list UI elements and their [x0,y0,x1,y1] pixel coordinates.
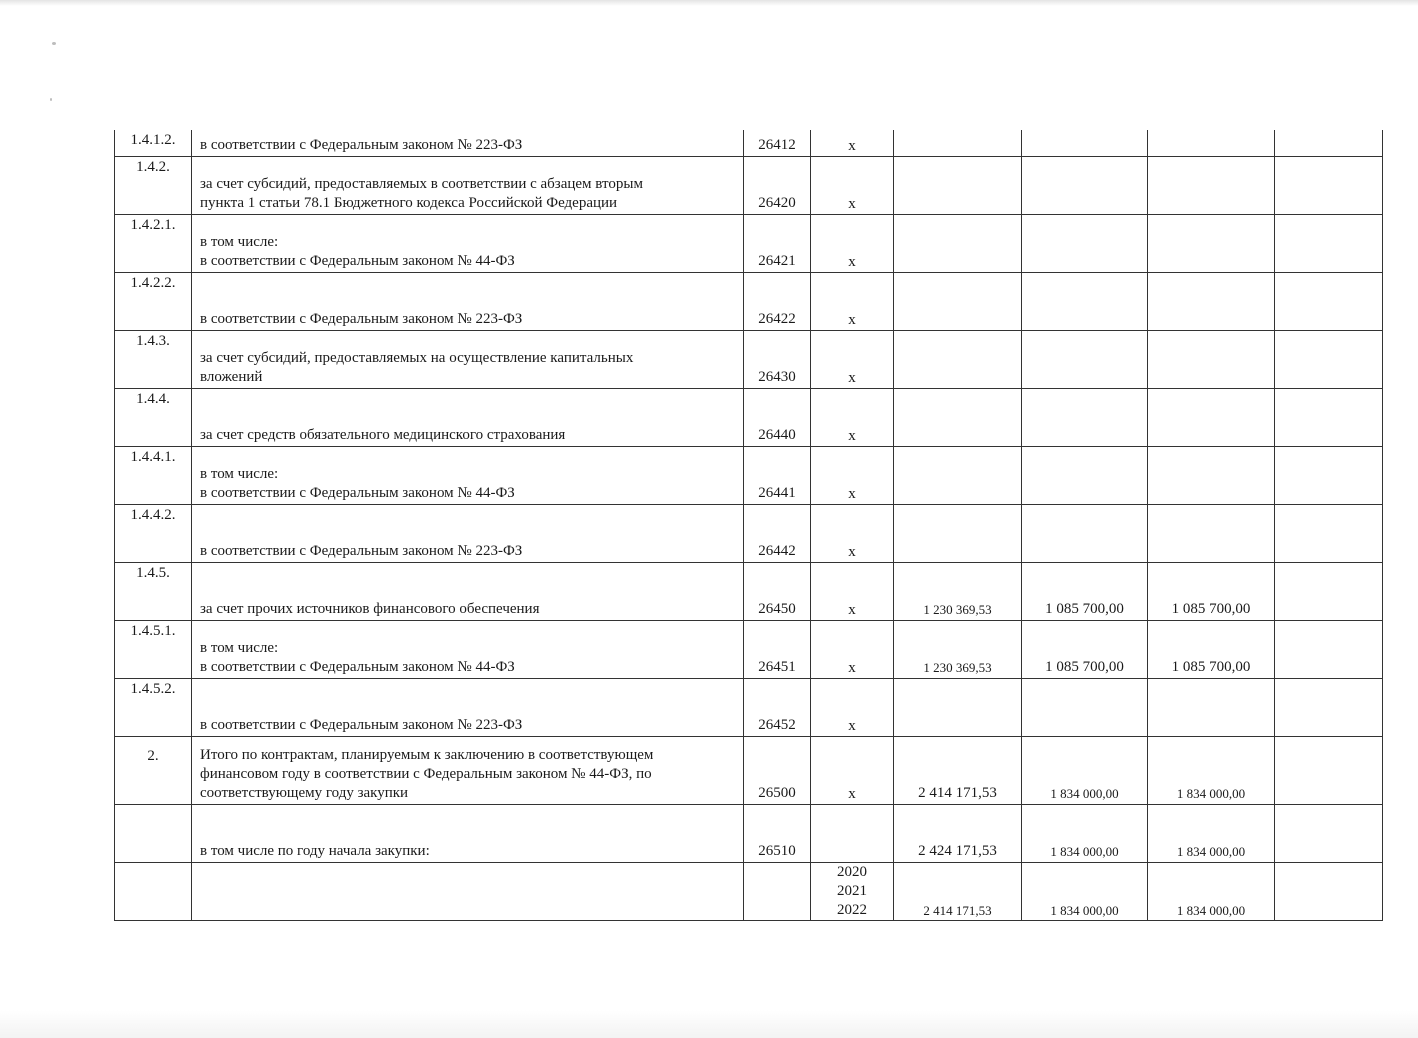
amount-2 [1022,330,1148,388]
amount-1 [894,272,1022,330]
row-number: 1.4.5.2. [115,678,192,736]
amount-1 [894,446,1022,504]
empty-cell [1275,504,1383,562]
row-number: 1.4.2.2. [115,272,192,330]
row-mark [811,804,894,862]
row-name-line: в соответствии с Федеральным законом № 223-ФЗ [200,310,523,327]
table-row [115,214,1383,272]
amount-3 [1148,388,1275,446]
row-code: 26510 [744,804,811,862]
empty-cell [744,862,811,920]
empty-cell [192,862,744,920]
row-code: 26420 [744,156,811,214]
row-mark: x [811,388,894,446]
amount-2: 1 834 000,00 [1022,736,1148,804]
amount-2 [1022,504,1148,562]
row-name-line: в соответствии с Федеральным законом № 44-ФЗ [200,252,515,269]
empty-cell [1275,804,1383,862]
amount-3 [1148,156,1275,214]
row-code: 26422 [744,272,811,330]
amount-1 [894,388,1022,446]
row-name-line: за счет субсидий, предоставляемых в соответствии с абзацем вторым [200,175,643,192]
row-mark: x [811,272,894,330]
table-row [115,130,1383,156]
year-amount-value: 2 414 171,53 [923,902,992,918]
row-mark: x [811,330,894,388]
amount-3 [1148,446,1275,504]
empty-cell [1275,862,1383,920]
row-number: 1.4.4. [115,388,192,446]
empty-cell [1275,620,1383,678]
amount-3: 1 085 700,00 [1148,620,1275,678]
year-label: 2022 [837,901,867,918]
amount-2 [1022,272,1148,330]
row-mark: x [811,504,894,562]
row-number: 1.4.4.2. [115,504,192,562]
row-name-line: финансовом году в соответствии с Федеральным законом № 44-ФЗ, по [200,765,652,782]
table-row [115,504,1383,562]
row-name-line: в соответствии с Федеральным законом № 223-ФЗ [200,136,523,153]
empty-cell [1275,446,1383,504]
row-code: 26421 [744,214,811,272]
amount-3 [1148,214,1275,272]
amount-1: 2 414 171,53 [894,736,1022,804]
row-name-line: Итого по контрактам, планируемым к заключению в соответствующем [200,746,654,763]
year-amount-2 [1022,862,1148,920]
year-amount-3 [1148,862,1275,920]
amount-1 [894,678,1022,736]
row-name [192,330,744,388]
empty-cell [1275,562,1383,620]
row-code: 26412 [744,130,811,156]
row-name [192,504,744,562]
row-name-line: в том числе: [200,233,279,250]
scan-edge-bottom [0,1010,1418,1038]
row-mark: x [811,446,894,504]
row-code: 26430 [744,330,811,388]
row-number [115,804,192,862]
row-name [192,130,744,156]
row-name-line: в том числе: [200,639,279,656]
table-row [115,620,1383,678]
amount-3 [1148,504,1275,562]
row-name-line: вложений [200,368,263,385]
row-mark: x [811,620,894,678]
amount-2 [1022,678,1148,736]
row-code: 26451 [744,620,811,678]
row-name-line: в соответствии с Федеральным законом № 44-ФЗ [200,484,515,501]
empty-cell [1275,214,1383,272]
row-name-line: в соответствии с Федеральным законом № 44-ФЗ [200,658,515,675]
row-name-line: соответствующему году закупки [200,784,409,801]
row-mark: x [811,736,894,804]
year-amount-value: 1 834 000,00 [1050,902,1119,918]
row-number: 2. [115,736,192,804]
row-name [192,562,744,620]
table-row-years [115,862,1383,920]
amount-2 [1022,446,1148,504]
amount-1: 1 230 369,53 [894,562,1022,620]
table-row [115,804,1383,862]
row-code: 26440 [744,388,811,446]
table-row [115,446,1383,504]
row-number: 1.4.3. [115,330,192,388]
row-code: 26441 [744,446,811,504]
empty-cell [1275,736,1383,804]
scan-speck [50,98,52,101]
year-label: 2021 [837,882,867,899]
empty-cell [1275,130,1383,156]
year-amount-1 [894,862,1022,920]
row-name-line: в том числе: [200,465,279,482]
amount-2 [1022,388,1148,446]
amount-1: 1 230 369,53 [894,620,1022,678]
row-name [192,736,744,804]
row-name [192,678,744,736]
amount-2 [1022,130,1148,156]
empty-cell [1275,156,1383,214]
empty-cell [1275,388,1383,446]
amount-1 [894,214,1022,272]
scan-edge-top [0,0,1418,6]
row-name-line: в соответствии с Федеральным законом № 223-ФЗ [200,716,523,733]
amount-3: 1 834 000,00 [1148,736,1275,804]
row-number: 1.4.1.2. [115,130,192,156]
row-code: 26500 [744,736,811,804]
year-amount-value: 1 834 000,00 [1176,902,1246,918]
empty-cell [115,862,192,920]
row-name-line: пункта 1 статьи 78.1 Бюджетного кодекса Российской Федерации [200,194,618,211]
row-name-line: за счет субсидий, предоставляемых на осуществление капитальных [200,349,634,366]
amount-1 [894,130,1022,156]
row-number: 1.4.2.1. [115,214,192,272]
empty-cell [1275,272,1383,330]
amount-3: 1 085 700,00 [1148,562,1275,620]
row-mark: x [811,130,894,156]
row-number: 1.4.5.1. [115,620,192,678]
amount-2: 1 085 700,00 [1022,620,1148,678]
table-row [115,388,1383,446]
row-name [192,620,744,678]
row-name [192,804,744,862]
amount-2: 1 834 000,00 [1022,804,1148,862]
table-row [115,156,1383,214]
amount-3: 1 834 000,00 [1148,804,1275,862]
amount-1: 2 424 171,53 [894,804,1022,862]
amount-3 [1148,330,1275,388]
table-row [115,272,1383,330]
amount-3 [1148,130,1275,156]
amount-1 [894,504,1022,562]
row-name [192,156,744,214]
amount-1 [894,156,1022,214]
table-row-total [115,736,1383,804]
row-name-line: за счет прочих источников финансового обеспечения [200,600,540,617]
empty-cell [1275,330,1383,388]
amount-3 [1148,272,1275,330]
row-name [192,272,744,330]
budget-table [114,130,1383,921]
row-code: 26450 [744,562,811,620]
row-name-line: в соответствии с Федеральным законом № 223-ФЗ [200,542,523,559]
row-code: 26442 [744,504,811,562]
row-name-line: в том числе по году начала закупки: [200,842,430,859]
row-mark: x [811,156,894,214]
amount-2 [1022,156,1148,214]
year-label: 2020 [837,863,867,880]
amount-1 [894,330,1022,388]
table-row [115,562,1383,620]
scan-speck [52,42,56,45]
row-number: 1.4.4.1. [115,446,192,504]
table-row [115,678,1383,736]
row-number: 1.4.2. [115,156,192,214]
row-name [192,388,744,446]
row-number: 1.4.5. [115,562,192,620]
row-code: 26452 [744,678,811,736]
amount-2: 1 085 700,00 [1022,562,1148,620]
row-mark: x [811,562,894,620]
row-name-line: за счет средств обязательного медицинского страхования [200,426,566,443]
row-name [192,446,744,504]
year-list [811,862,894,920]
table-row [115,330,1383,388]
amount-2 [1022,214,1148,272]
row-name [192,214,744,272]
row-mark: x [811,678,894,736]
amount-3 [1148,678,1275,736]
empty-cell [1275,678,1383,736]
row-mark: x [811,214,894,272]
